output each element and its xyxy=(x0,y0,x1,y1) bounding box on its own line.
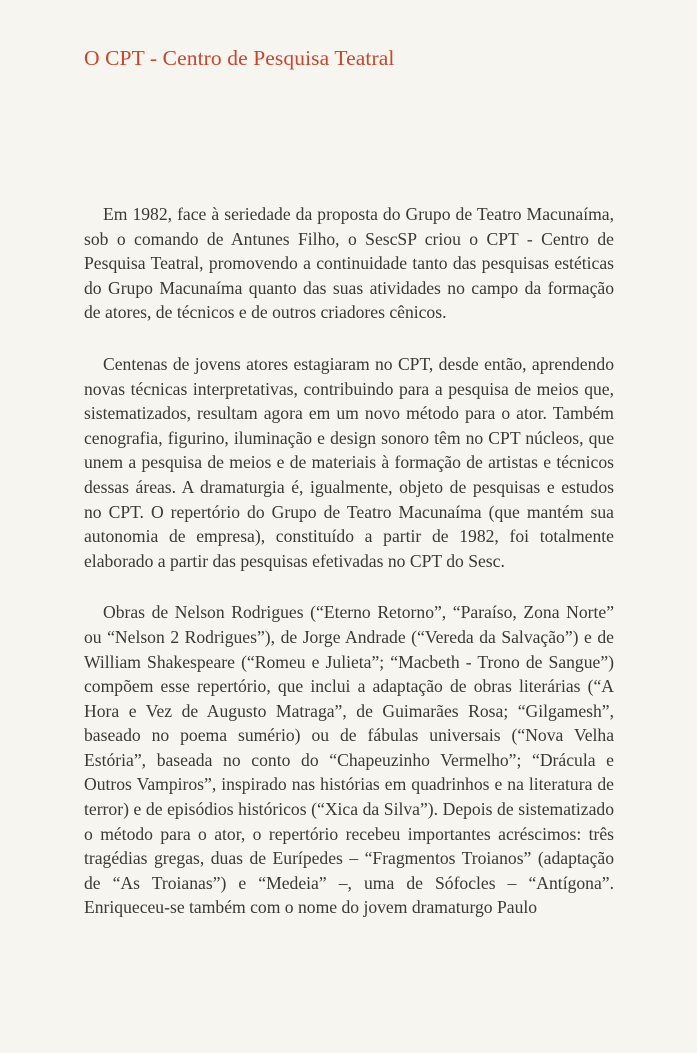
body-text xyxy=(84,202,614,920)
paragraph-1: Em 1982, face à seriedade da proposta do Grupo de Teatro Macunaíma, sob o comando de Antunes Filho, o SescSP criou o CPT - Centro de Pesquisa Teatral, promovendo a continuidade tanto das pesquisas estéticas do Grupo Macunaíma quanto das suas atividades no campo da formação de atores, de técnicos e de outros criadores cênicos. xyxy=(84,204,614,323)
page-title: O CPT - Centro de Pesquisa Teatral xyxy=(84,46,395,70)
paragraph-3: Obras de Nelson Rodrigues (“Eterno Retorno”, “Paraíso, Zona Norte” ou “Nelson 2 Rodrigues”), de Jorge Andrade (“Vereda da Salvação”) e de William Shakespeare (“Romeu e Julieta”; “Macbeth - Trono de Sangue”) compõem esse repertório, que inclui a adaptação de obras literárias (“A Hora e Vez de Augusto Matraga”, de Guimarães Rosa; “Gilgamesh”, baseado no poema sumério) ou de fábulas universais (“Nova Velha Estória”, baseada no conto do “Chapeuzinho Vermelho”; “Drácula e Outros Vampiros”, inspirado nas histórias em quadrinhos e na literatura de terror) e de episódios históricos (“Xica da Silva”). Depois de sistematizado o método para o ator, o repertório recebeu importantes acréscimos: três tragédias gregas, duas de Eurípedes – “Fragmentos Troianos” (adaptação de “As Troianas”) e “Medeia” –, uma de Sófocles – “Antígona”. Enriqueceu-se também com o nome do jovem dramaturgo Paulo xyxy=(84,602,614,918)
paragraph-2: Centenas de jovens atores estagiaram no CPT, desde então, aprendendo novas técnicas interpretativas, contribuindo para a pesquisa de meios que, sistematizados, resultam agora em um novo método para o ator. Também cenografia, figurino, iluminação e design sonoro têm no CPT núcleos, que unem a pesquisa de meios e de materiais à formação de artistas e técnicos dessas áreas. A dramaturgia é, igualmente, objeto de pesquisas e estudos no CPT. O repertório do Grupo de Teatro Macunaíma (que mantém sua autonomia de empresa), constituído a partir de 1982, foi totalmente elaborado a partir das pesquisas efetivadas no CPT do Sesc. xyxy=(84,353,614,571)
